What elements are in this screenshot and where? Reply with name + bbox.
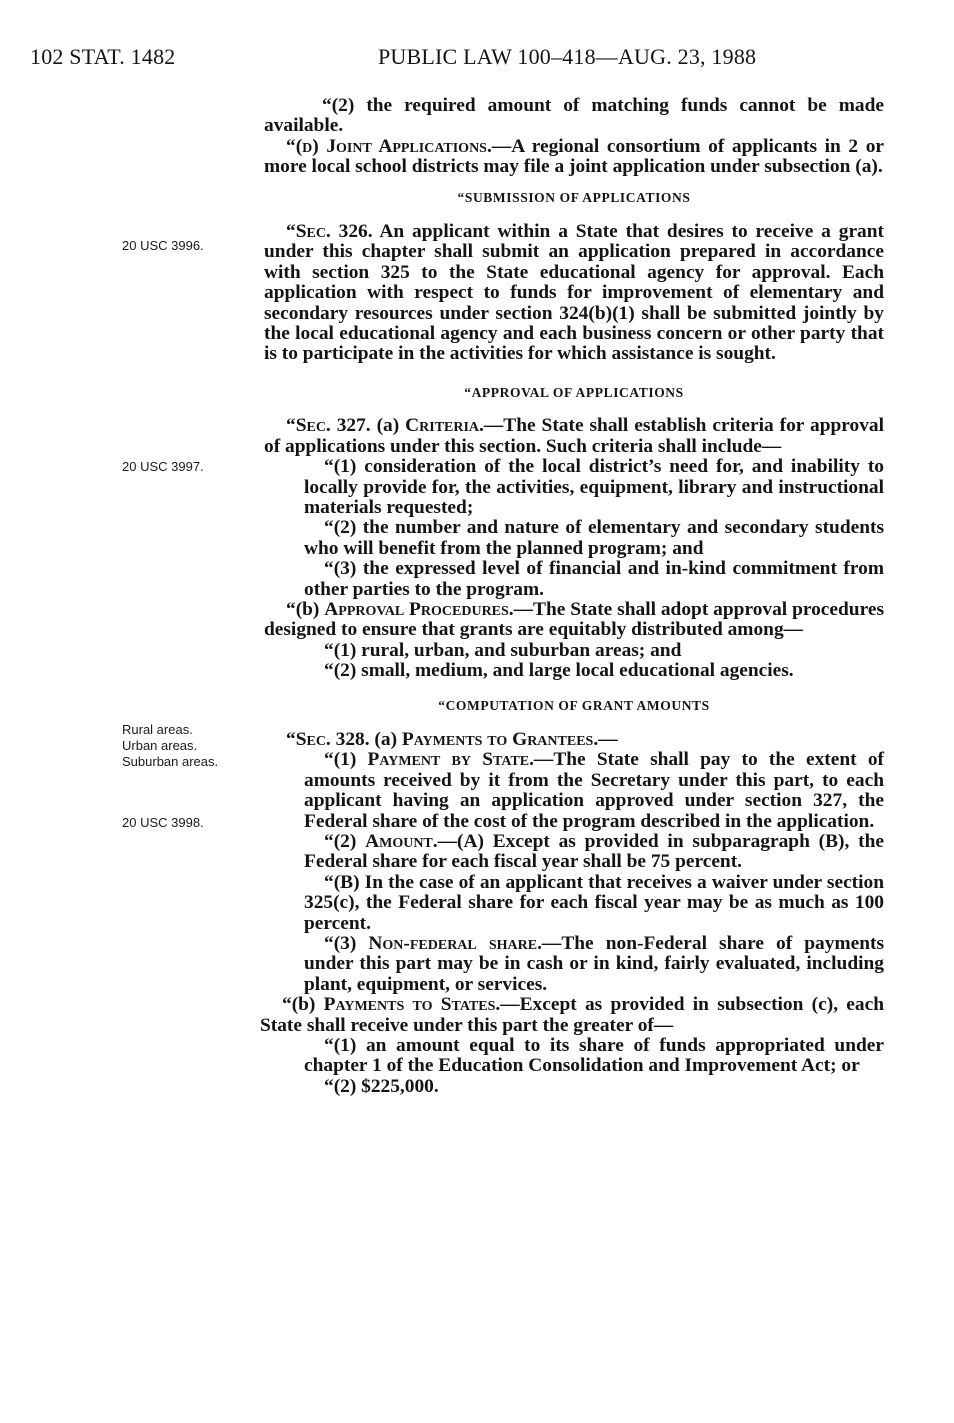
criteria-item-2: “(2) the number and nature of elementary and secondary students who will benefit from the planned program; and: [304, 517, 884, 559]
sec-328-number: 328. (a): [330, 728, 402, 750]
amount-text: —(A) Except as provided in subparagraph (B), the Federal share for each fiscal year shall be 75 percent.: [304, 831, 884, 873]
sec-327-label: “Sec.: [286, 415, 331, 437]
approval-procedures-heading: Approval Procedures.: [324, 598, 514, 620]
payment-by-state: [304, 750, 884, 832]
paragraph-c2: “(2) the required amount of matching funds cannot be made available.: [264, 95, 884, 137]
payments-to-states: [260, 995, 884, 1036]
payments-to-grantees-heading: Payments to Grantees.: [401, 728, 599, 750]
criteria-heading: Criteria.: [405, 415, 484, 437]
sec-326-text: 326. An applicant within a State that desires to receive a grant under this chapter shall submit an application prepared in accordance with section 325 to the State educational agency for approval. Each application with respect to funds for improvement of elementary and secondary resources under section 324(b)(1) shall be submitted jointly by the local educational agency and each business concern or other party that is to participate in the activities for which assistance is sought.: [264, 221, 884, 365]
heading-submission-of-applications: “SUBMISSION OF APPLICATIONS: [457, 189, 691, 205]
greater-of-item-1: “(1) an amount equal to its share of funds appropriated under chapter 1 of the Education Consolidation and Improvement Act; or: [304, 1035, 884, 1077]
non-federal-share-heading: Non-federal share.: [368, 933, 542, 955]
non-federal-share: [304, 934, 884, 995]
sec-327-text: —The State shall establish criteria for approval of applications under this section. Such criteria shall include—: [264, 415, 884, 457]
payment-by-state-open: “(1): [324, 749, 368, 771]
approval-procedures-text: —The State shall adopt approval procedures designed to ensure that grants are equitably distributed among—: [264, 598, 884, 641]
joint-applications-text: —A regional consortium of applicants in 2 or more local school districts may file a joint application under subsection (a).: [264, 135, 884, 178]
payment-by-state-heading: Payment by State.: [367, 749, 534, 771]
statute-body: [260, 95, 884, 1097]
waiver-paragraph: “(B) In the case of an applicant that receives a waiver under section 325(c), the Federal share for each fiscal year may be as much as 100 percent.: [304, 871, 884, 934]
section-327: [264, 416, 884, 457]
section-328: [264, 730, 884, 750]
non-federal-share-text: —The non-Federal share of payments under this part may be in cash or in kind, fairly evaluated, including plant, equipment, or services.: [304, 933, 884, 995]
amount-heading: Amount.: [365, 831, 438, 852]
sec-326-label: “Sec.: [286, 221, 331, 243]
payments-to-states-open: “(b): [282, 994, 324, 1016]
distribution-item-1: “(1) rural, urban, and suburban areas; and: [324, 639, 682, 661]
paragraph-joint-applications: [264, 137, 884, 178]
sec-328-dash: —: [598, 728, 618, 750]
joint-applications-heading: “(d) Joint Applications.: [286, 135, 492, 157]
public-law-title: PUBLIC LAW 100–418—AUG. 23, 1988: [378, 44, 757, 69]
payments-to-states-heading: Payments to States.: [323, 994, 501, 1016]
non-federal-share-open: “(3): [324, 933, 369, 955]
stat-page-number: 102 STAT. 1482: [30, 44, 176, 69]
amount-paragraph: [304, 832, 884, 873]
sec-328-label: “Sec.: [286, 728, 331, 750]
heading-computation-of-grant-amounts: “COMPUTATION OF GRANT AMOUNTS: [438, 697, 710, 713]
margin-note-usc-3998: 20 USC 3998.: [122, 815, 204, 830]
margin-note-suburban: Suburban areas.: [122, 754, 219, 769]
margin-note-urban: Urban areas.: [122, 738, 198, 753]
approval-procedures-open: “(b): [286, 598, 325, 620]
margin-note-rural: Rural areas.: [122, 722, 193, 737]
criteria-item-3: “(3) the expressed level of financial and in-kind commitment from other parties to the program.: [304, 558, 884, 600]
section-326: [264, 222, 884, 365]
greater-of-item-2: “(2) $225,000.: [324, 1075, 439, 1097]
margin-note-usc-3996: 20 USC 3996.: [122, 238, 204, 253]
payments-to-states-text: —Except as provided in subsection (c), each State shall receive under this part the greater of—: [260, 994, 884, 1036]
criteria-item-1: “(1) consideration of the local district’s need for, and inability to locally provide for, the activities, equipment, library and instructional materials requested;: [304, 456, 884, 518]
margin-note-area-types: [122, 722, 218, 770]
margin-note-usc-3997: 20 USC 3997.: [122, 459, 204, 474]
sec-327-number: 327. (a): [330, 415, 406, 437]
payment-by-state-text: —The State shall pay to the extent of amounts received by it from the Secretary under this part, to each applicant having an application approved under section 327, the Federal share of the cost of the program described in the application.: [304, 749, 884, 832]
amount-open: “(2): [324, 831, 366, 852]
page-header: [0, 44, 954, 74]
heading-approval-of-applications: “APPROVAL OF APPLICATIONS: [464, 384, 684, 400]
distribution-item-2: “(2) small, medium, and large local educational agencies.: [324, 660, 794, 682]
approval-procedures: [264, 600, 884, 641]
